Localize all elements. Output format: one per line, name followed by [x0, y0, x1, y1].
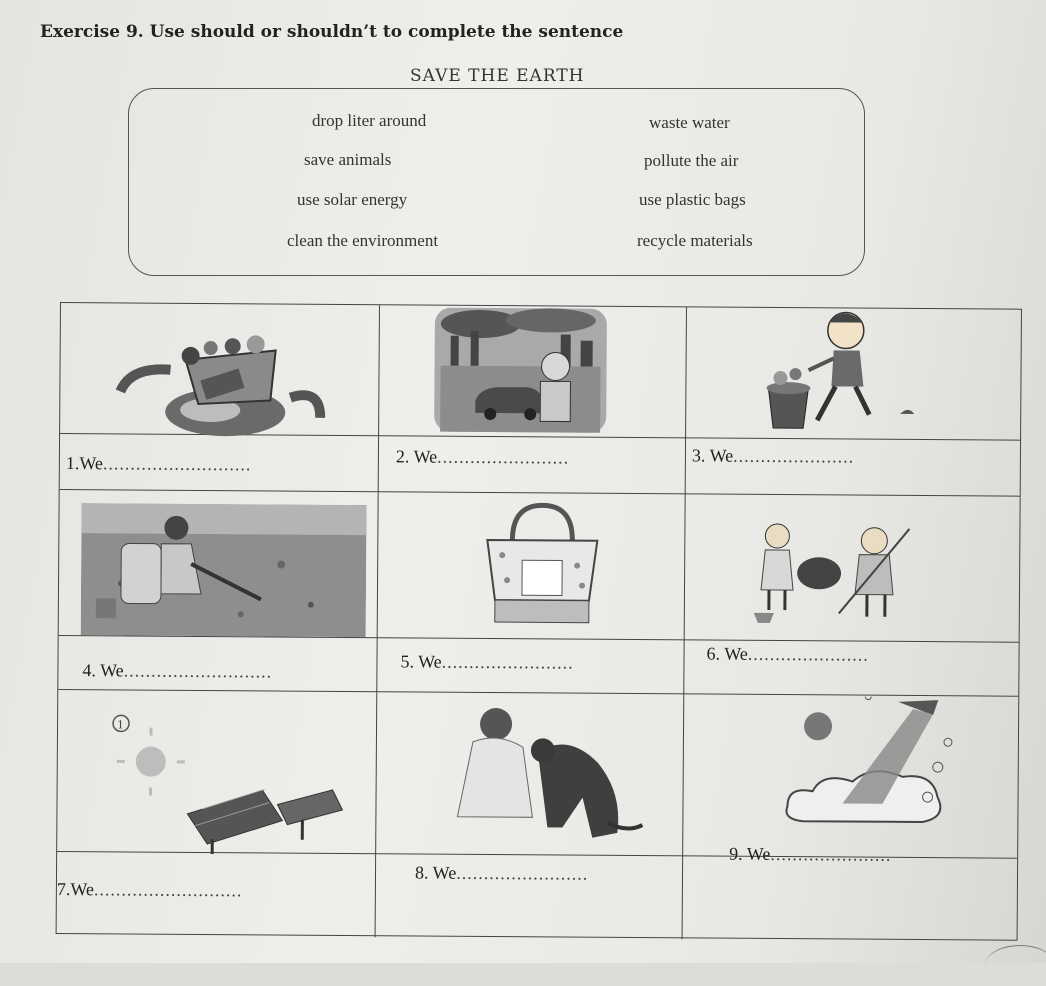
- word-option: clean the environment: [287, 231, 439, 250]
- plastic-bag-icon: [477, 500, 608, 631]
- polluted-city-icon: [430, 306, 611, 437]
- word-option: save animals: [304, 150, 392, 169]
- panel-number: 1: [117, 718, 125, 732]
- shower-water-icon: [777, 696, 968, 832]
- exercise-3-label: 3. We......................: [691, 445, 855, 467]
- exercise-1-label: 1.We...........................: [65, 453, 252, 475]
- answer-blank[interactable]: ......................: [770, 843, 892, 865]
- answer-blank[interactable]: ...........................: [93, 879, 243, 901]
- exercise-grid: [56, 302, 1022, 941]
- exercise-4-label: 4. We...........................: [82, 660, 273, 682]
- section-subtitle: SAVE THE EARTH: [410, 66, 585, 86]
- answer-blank[interactable]: ........................: [437, 446, 570, 468]
- exercise-title: Exercise 9. Use should or shouldn’t to complete the sentence: [40, 22, 624, 42]
- word-option: drop liter around: [312, 111, 427, 130]
- word-box: [128, 88, 865, 276]
- exercise-8-label: 8. We........................: [414, 862, 589, 884]
- word-option: use plastic bags: [639, 190, 746, 209]
- answer-blank[interactable]: ...........................: [123, 660, 273, 682]
- cleaning-kids-icon: [749, 518, 925, 639]
- pesticide-spraying-icon: [81, 503, 367, 637]
- answer-blank[interactable]: ...........................: [102, 453, 252, 475]
- answer-blank[interactable]: ......................: [733, 445, 855, 467]
- exercise-7-label: 7.We...........................: [56, 878, 243, 901]
- littering-boy-icon: [740, 308, 921, 434]
- exercise-9-label: 9. We......................: [729, 843, 892, 865]
- exercise-2-label: 2. We........................: [395, 446, 570, 468]
- solar-panel-icon: [102, 713, 363, 855]
- answer-blank[interactable]: ......................: [747, 643, 869, 665]
- word-option: use solar energy: [297, 190, 408, 209]
- word-option: pollute the air: [644, 151, 739, 170]
- exercise-6-label: 6. We......................: [706, 643, 869, 665]
- recycling-icon: [110, 331, 341, 438]
- page-curl-decoration: [985, 945, 1046, 986]
- exercise-5-label: 5. We........................: [400, 651, 574, 673]
- answer-blank[interactable]: ........................: [456, 862, 589, 884]
- woman-with-dog-icon: [447, 702, 648, 843]
- word-option: waste water: [649, 113, 730, 132]
- word-option: recycle materials: [637, 231, 753, 250]
- answer-blank[interactable]: ........................: [441, 651, 574, 673]
